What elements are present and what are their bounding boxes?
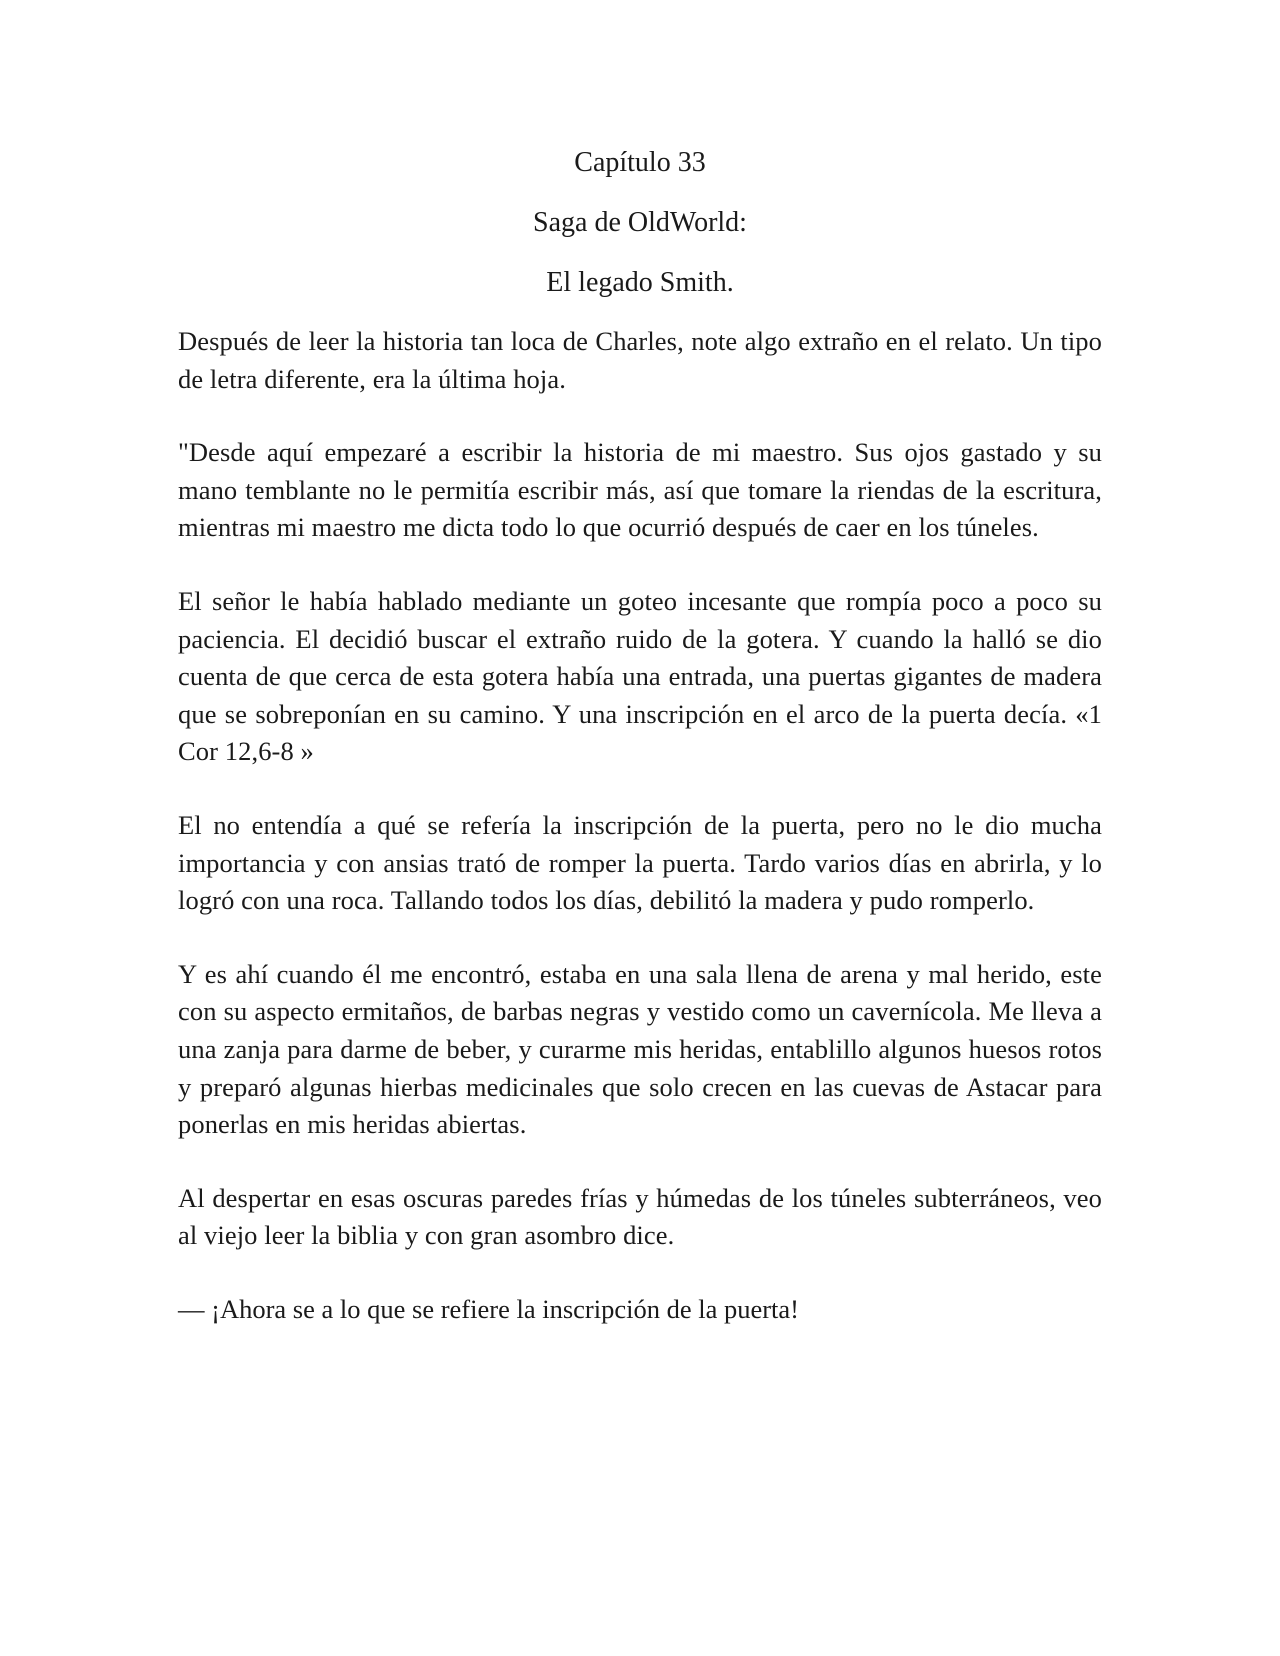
dialogue-line: — ¡Ahora se a lo que se refiere la inscripción de la puerta! [178, 1293, 800, 1324]
body-paragraph: Al despertar en esas oscuras paredes frías y húmedas de los túneles subterráneos, veo al viejo leer la biblia y con gran asombro dice. [178, 1182, 1102, 1251]
chapter-number: Capítulo 33 [574, 147, 706, 178]
saga-title: Saga de OldWorld: [533, 207, 747, 238]
body-paragraph: El señor le había hablado mediante un goteo incesante que rompía poco a poco su paciencia. El decidió buscar el extraño ruido de la gotera. Y cuando la halló se dio cuenta de que cerca de esta gotera había una entrada, una puertas gigantes de madera que se sobreponían en su camino. Y una inscripción en el arco de la puerta decía. «1 Cor 12,6-8 » [178, 585, 1102, 767]
body-paragraph: Después de leer la historia tan loca de Charles, note algo extraño en el relato. Un tipo de letra diferente, era la última hoja. [178, 326, 1102, 394]
body-paragraph: El no entendía a qué se refería la inscripción de la puerta, pero no le dio mucha importancia y con ansias trató de romper la puerta. Tardo varios días en abrirla, y lo logró con una roca. Tallando todos los días, debilitó la madera y pudo romperlo. [178, 809, 1102, 916]
document-page [178, 140, 1102, 1328]
chapter-title: El legado Smith. [546, 267, 734, 298]
body-paragraph: "Desde aquí empezaré a escribir la historia de mi maestro. Sus ojos gastado y su mano temblante no le permitía escribir más, así que tomare la riendas de la escritura, mientras mi maestro me dicta todo lo que ocurrió después de caer en los túneles. [178, 437, 1102, 543]
body-paragraph: Y es ahí cuando él me encontró, estaba en una sala llena de arena y mal herido, este con su aspecto ermitaños, de barbas negras y vestido como un cavernícola. Me lleva a una zanja para darme de beber, y curarme mis heridas, entablillo algunos huesos rotos y preparó algunas hierbas medicinales que solo crecen en las cuevas de Astacar para ponerlas en mis heridas abiertas. [178, 958, 1102, 1140]
